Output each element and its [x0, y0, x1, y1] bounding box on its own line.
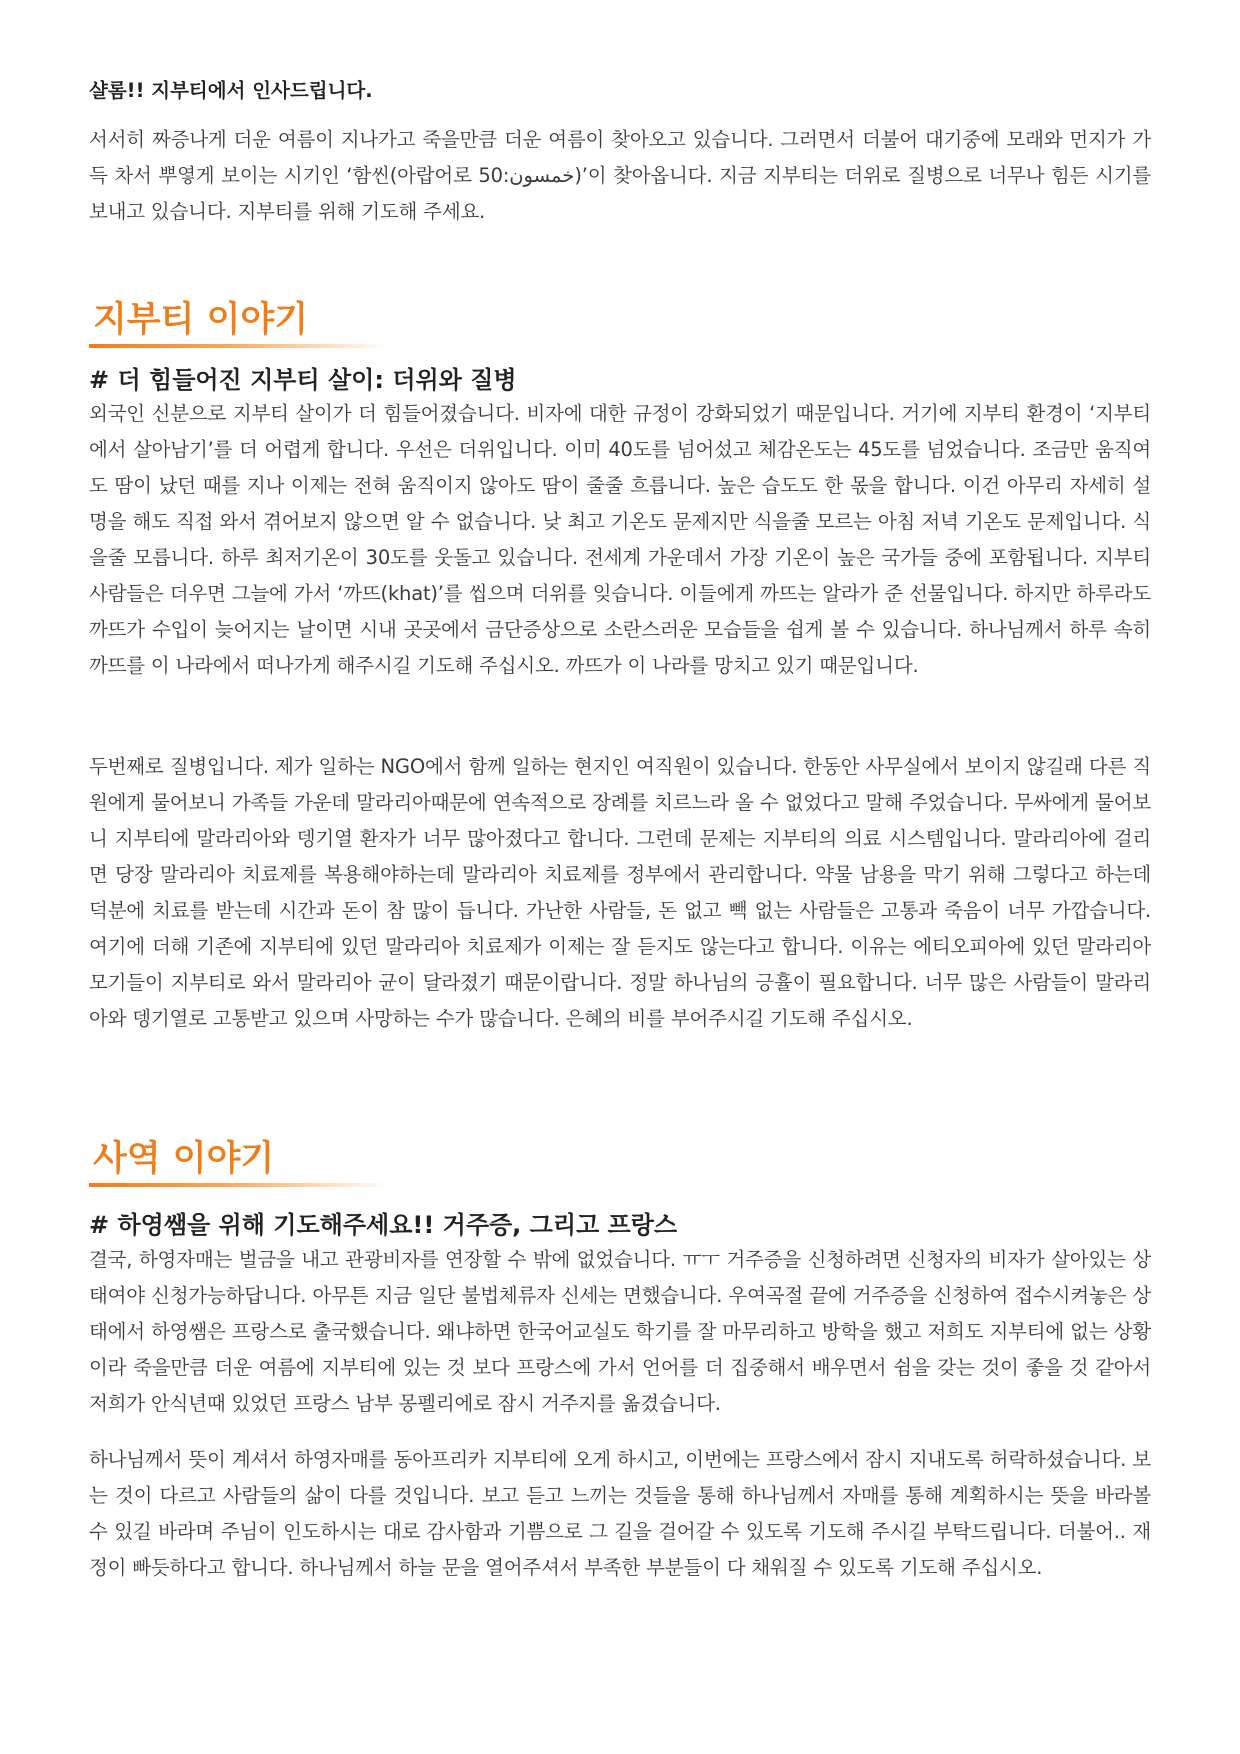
intro-paragraph: 서서히 짜증나게 더운 여름이 지나가고 죽을만큼 더운 여름이 찾아오고 있습니다. 그러면서 더불어 대기중에 모래와 먼지가 가득 차서 뿌옇게 보이는 시기인 ‘함씬(아랍어로 50:خمسون)’이 찾아옵니다. 지금 지부티는 더위로 질병으로 너무나 힘든 시기를 보내고 있습니다. 지부티를 위해 기도해 주세요.: [89, 128, 1151, 223]
body-paragraph: 하나님께서 뜻이 계셔서 하영자매를 동아프리카 지부티에 오게 하시고, 이번에는 프랑스에서 잠시 지내도록 허락하셨습니다. 보는 것이 다르고 사람들의 삶이 다를 것입니다. 보고 듣고 느끼는 것들을 통해 하나님께서 자매를 통해 계획하시는 뜻을 바라볼 수 있길 바라며 주님이 인도하시는 대로 감사함과 기쁨으로 그 길을 걸어갈 수 있도록 기도해 주시길 부탁드립니다. 더불어.. 재정이 빠듯하다고 합니다. 하나님께서 하늘 문을 열어주셔서 부족한 부분들이 다 채워질 수 있도록 기도해 주십시오.: [89, 1448, 1151, 1579]
section-title: 사역 이야기: [93, 1139, 275, 1179]
section-title: 지부티 이야기: [93, 300, 309, 340]
section-subtitle: # 더 힘들어진 지부티 살이: 더위와 질병: [89, 366, 517, 394]
greeting-heading: 샬롬!! 지부티에서 인사드립니다.: [89, 79, 373, 102]
section-underline: [89, 1183, 389, 1187]
body-paragraph: 외국인 신분으로 지부티 살이가 더 힘들어졌습니다. 비자에 대한 규정이 강화되었기 때문입니다. 거기에 지부티 환경이 ‘지부티에서 살아남기’를 더 어렵게 합니다. 우선은 더위입니다. 이미 40도를 넘어섰고 체감온도는 45도를 넘었습니다. 조금만 움직여도 땀이 났던 때를 지나 이제는 전혀 움직이지 않아도 땀이 줄줄 흐릅니다. 높은 습도도 한 몫을 합니다. 이건 아무리 자세히 설명을 해도 직접 와서 겪어보지 않으면 알 수 없습니다. 낮 최고 기온도 문제지만 식을줄 모르는 아침 저녁 기온도 문제입니다. 식을줄 모릅니다. 하루 최저기온이 30도를 웃돌고 있습니다. 전세계 가운데서 가장 기온이 높은 국가들 중에 포함됩니다. 지부티 사람들은 더우면 그늘에 가서 ‘까뜨(khat)’를 씹으며 더위를 잊습니다. 이들에게 까뜨는 알라가 준 선물입니다. 하지만 하루라도 까뜨가 수입이 늦어지는 날이면 시내 곳곳에서 금단증상으로 소란스러운 모습들을 쉽게 볼 수 있습니다. 하나님께서 하루 속히 까뜨를 이 나라에서 떠나가게 해주시길 기도해 주십시오. 까뜨가 이 나라를 망치고 있기 때문입니다.: [89, 402, 1151, 677]
body-paragraph: 두번째로 질병입니다. 제가 일하는 NGO에서 함께 일하는 현지인 여직원이 있습니다. 한동안 사무실에서 보이지 않길래 다른 직원에게 물어보니 가족들 가운데 말라리아때문에 연속적으로 장례를 치르느라 올 수 없었다고 말해 주었습니다. 무싸에게 물어보니 지부티에 말라리아와 뎅기열 환자가 너무 많아졌다고 합니다. 그런데 문제는 지부티의 의료 시스템입니다. 말라리아에 걸리면 당장 말라리아 치료제를 복용해야하는데 말라리아 치료제를 정부에서 관리합니다. 약물 남용을 막기 위해 그렇다고 하는데 덕분에 치료를 받는데 시간과 돈이 참 많이 듭니다. 가난한 사람들, 돈 없고 빽 없는 사람들은 고통과 죽음이 너무 가깝습니다. 여기에 더해 기존에 지부티에 있던 말라리아 치료제가 이제는 잘 듣지도 않는다고 합니다. 이유는 에티오피아에 있던 말라리아 모기들이 지부티로 와서 말라리아 균이 달라졌기 때문이랍니다. 정말 하나님의 긍휼이 필요합니다. 너무 많은 사람들이 말라리아와 뎅기열로 고통받고 있으며 사망하는 수가 많습니다. 은혜의 비를 부어주시길 기도해 주십시오.: [89, 755, 1151, 1030]
section-subtitle: # 하영쌤을 위해 기도해주세요!! 거주증, 그리고 프랑스: [89, 1211, 678, 1239]
section-header-djibouti-story: [89, 292, 389, 356]
section-underline: [89, 344, 389, 348]
body-paragraph: 결국, 하영자매는 벌금을 내고 관광비자를 연장할 수 밖에 없었습니다. ㅠㅜ 거주증을 신청하려면 신청자의 비자가 살아있는 상태여야 신청가능하답니다. 아무튼 지금 일단 불법체류자 신세는 면했습니다. 우여곡절 끝에 거주증을 신청하여 접수시켜놓은 상태에서 하영쌤은 프랑스로 출국했습니다. 왜냐하면 한국어교실도 학기를 잘 마무리하고 방학을 했고 저희도 지부티에 없는 상황이라 죽을만큼 더운 여름에 지부티에 있는 것 보다 프랑스에 가서 언어를 더 집중해서 배우면서 쉼을 갖는 것이 좋을 것 같아서 저희가 안식년때 있었던 프랑스 남부 몽펠리에로 잠시 거주지를 옮겼습니다.: [89, 1248, 1151, 1415]
section-header-ministry-story: [89, 1131, 389, 1195]
